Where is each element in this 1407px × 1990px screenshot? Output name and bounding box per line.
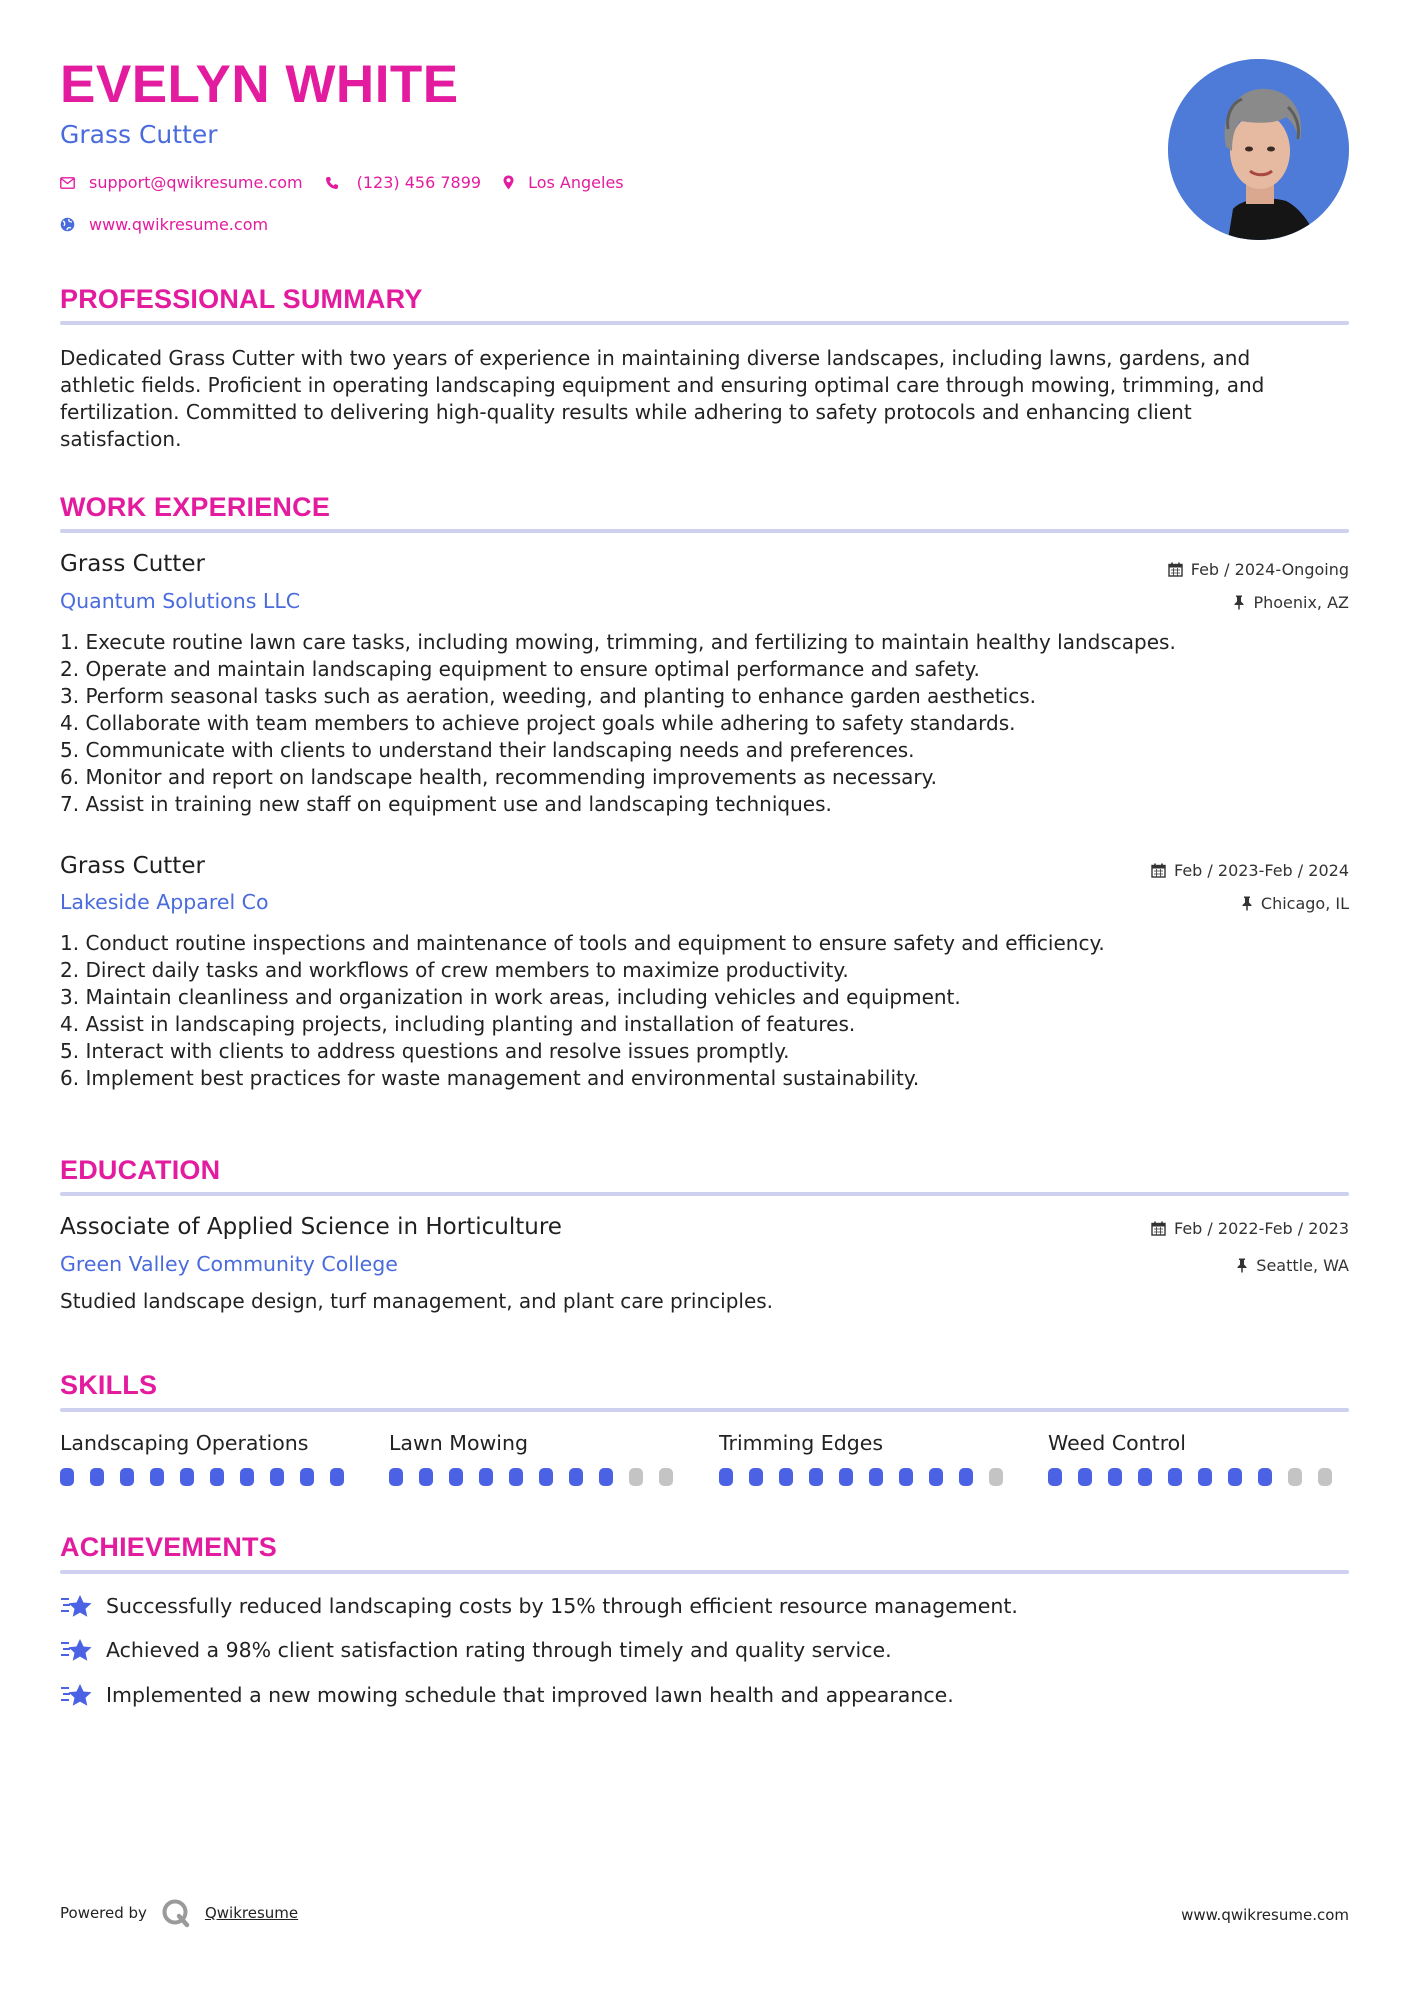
- dates-text: Feb / 2024-Ongoing: [1190, 560, 1349, 579]
- contact-row-website: [60, 215, 290, 234]
- skill-item: [60, 1431, 360, 1486]
- profile-photo: [1168, 59, 1349, 240]
- brand-link[interactable]: Qwikresume: [204, 1904, 299, 1922]
- skill-dot-filled: [1078, 1468, 1092, 1486]
- skill-dot-filled: [539, 1468, 553, 1486]
- list-item: 5. Interact with clients to address questions and resolve issues promptly.: [60, 1039, 790, 1063]
- skill-rating: [1048, 1468, 1348, 1486]
- achievements-heading: ACHIEVEMENTS: [60, 1532, 277, 1562]
- location-text: Chicago, IL: [1260, 894, 1349, 913]
- section-divider: [60, 1408, 1349, 1412]
- achievement-text: Achieved a 98% client satisfaction rating through timely and quality service.: [106, 1638, 892, 1662]
- list-item: 6. Monitor and report on landscape health, recommending improvements as necessary.: [60, 765, 937, 789]
- job-bullets: [60, 629, 1350, 818]
- skill-dot-filled: [1198, 1468, 1212, 1486]
- skill-dot-filled: [509, 1468, 523, 1486]
- skill-dot-empty: [1318, 1468, 1332, 1486]
- skill-dot-filled: [1138, 1468, 1152, 1486]
- phone-text: (123) 456 7899: [356, 173, 482, 192]
- skill-item: [1048, 1431, 1348, 1486]
- footer-website[interactable]: www.qwikresume.com: [1181, 1906, 1349, 1924]
- summary-heading: PROFESSIONAL SUMMARY: [60, 284, 423, 314]
- skill-rating: [389, 1468, 689, 1486]
- job-dates: [1151, 861, 1349, 880]
- list-item: 3. Perform seasonal tasks such as aeration, weeding, and planting to enhance garden aesthetics.: [60, 684, 1036, 708]
- skill-dot-filled: [1168, 1468, 1182, 1486]
- calendar-icon: [1168, 562, 1183, 577]
- education-dates: [1151, 1219, 1349, 1238]
- list-item: 7. Assist in training new staff on equipment use and landscaping techniques.: [60, 792, 832, 816]
- skill-dot-filled: [419, 1468, 433, 1486]
- powered-by-label: Powered by: [60, 1904, 147, 1922]
- skill-name: Lawn Mowing: [389, 1431, 528, 1455]
- skill-dot-filled: [1258, 1468, 1272, 1486]
- location-text: Los Angeles: [528, 173, 624, 192]
- skill-name: Trimming Edges: [719, 1431, 884, 1455]
- list-item: 1. Conduct routine inspections and maintenance of tools and equipment to ensure safety and efficiency.: [60, 931, 1105, 955]
- skill-dot-filled: [809, 1468, 823, 1486]
- job-title: Grass Cutter: [60, 853, 205, 879]
- phone-contact[interactable]: [325, 173, 481, 192]
- school-name: Green Valley Community College: [60, 1252, 398, 1276]
- skill-name: Weed Control: [1048, 1431, 1186, 1455]
- achievement-item: [60, 1636, 892, 1664]
- contact-row: [60, 173, 646, 192]
- skill-dot-filled: [330, 1468, 344, 1486]
- skill-dot-filled: [839, 1468, 853, 1486]
- star-icon: [60, 1592, 94, 1620]
- summary-line: athletic fields. Proficient in operating landscaping equipment and ensuring optimal care through mowing, trimming, and: [60, 373, 1265, 397]
- list-item: 2. Operate and maintain landscaping equipment to ensure optimal performance and safety.: [60, 657, 980, 681]
- job-dates: [1168, 560, 1349, 579]
- list-item: 6. Implement best practices for waste management and environmental sustainability.: [60, 1066, 920, 1090]
- education-description: Studied landscape design, turf management, and plant care principles.: [60, 1289, 774, 1313]
- skill-dot-filled: [899, 1468, 913, 1486]
- list-item: 1. Execute routine lawn care tasks, including mowing, trimming, and fertilizing to maintain healthy landscapes.: [60, 630, 1176, 654]
- list-item: 4. Assist in landscaping projects, including planting and installation of features.: [60, 1012, 856, 1036]
- skill-dot-filled: [210, 1468, 224, 1486]
- skill-dot-filled: [719, 1468, 733, 1486]
- job-location: [1233, 593, 1349, 612]
- section-divider: [60, 1192, 1349, 1196]
- list-item: 3. Maintain cleanliness and organization in work areas, including vehicles and equipment.: [60, 985, 961, 1009]
- skill-dot-filled: [599, 1468, 613, 1486]
- summary-line: satisfaction.: [60, 427, 182, 451]
- job-title: Grass Cutter: [60, 551, 205, 577]
- job-bullets: [60, 930, 1350, 1092]
- calendar-icon: [1151, 863, 1166, 878]
- company-name: Lakeside Apparel Co: [60, 890, 269, 914]
- pushpin-icon: [1236, 1258, 1248, 1273]
- footer-powered-by: [60, 1898, 298, 1928]
- star-icon: [60, 1636, 94, 1664]
- experience-heading: WORK EXPERIENCE: [60, 492, 331, 522]
- summary-line: Dedicated Grass Cutter with two years of experience in maintaining diverse landscapes, including lawns, gardens, and: [60, 346, 1251, 370]
- skill-dot-filled: [749, 1468, 763, 1486]
- achievement-item: [60, 1681, 954, 1709]
- skill-dot-filled: [270, 1468, 284, 1486]
- degree-title: Associate of Applied Science in Horticulture: [60, 1214, 562, 1240]
- globe-icon: [60, 217, 75, 232]
- skill-name: Landscaping Operations: [60, 1431, 309, 1455]
- skill-dot-empty: [629, 1468, 643, 1486]
- skill-dot-empty: [989, 1468, 1003, 1486]
- section-divider: [60, 321, 1349, 325]
- website-contact[interactable]: [60, 215, 268, 234]
- skill-dot-filled: [120, 1468, 134, 1486]
- achievement-text: Implemented a new mowing schedule that improved lawn health and appearance.: [106, 1683, 954, 1707]
- section-divider: [60, 529, 1349, 533]
- skill-dot-filled: [929, 1468, 943, 1486]
- skill-dot-filled: [779, 1468, 793, 1486]
- skill-dot-empty: [1288, 1468, 1302, 1486]
- company-name: Quantum Solutions LLC: [60, 589, 301, 613]
- summary-line: fertilization. Committed to delivering high-quality results while adhering to safety protocols and enhancing client: [60, 400, 1192, 424]
- qwikresume-logo-icon: [161, 1898, 191, 1928]
- pushpin-icon: [1233, 595, 1245, 610]
- skill-rating: [719, 1468, 1019, 1486]
- skill-dot-filled: [60, 1468, 74, 1486]
- email-text: support@qwikresume.com: [89, 173, 303, 192]
- skill-dot-filled: [449, 1468, 463, 1486]
- skill-dot-filled: [389, 1468, 403, 1486]
- skill-dot-filled: [180, 1468, 194, 1486]
- achievement-item: [60, 1592, 1018, 1620]
- skill-dot-filled: [1228, 1468, 1242, 1486]
- calendar-icon: [1151, 1221, 1166, 1236]
- skill-dot-filled: [959, 1468, 973, 1486]
- skill-dot-filled: [300, 1468, 314, 1486]
- education-location: [1236, 1256, 1349, 1275]
- location-text: Phoenix, AZ: [1253, 593, 1349, 612]
- skill-dot-filled: [869, 1468, 883, 1486]
- skill-rating: [60, 1468, 360, 1486]
- skill-item: [389, 1431, 689, 1486]
- list-item: 4. Collaborate with team members to achieve project goals while adhering to safety standards.: [60, 711, 1016, 735]
- skill-dot-empty: [659, 1468, 673, 1486]
- skill-dot-filled: [1048, 1468, 1062, 1486]
- summary-text: [60, 345, 1350, 453]
- website-text: www.qwikresume.com: [89, 215, 269, 234]
- list-item: 5. Communicate with clients to understand their landscaping needs and preferences.: [60, 738, 915, 762]
- map-pin-icon: [503, 175, 514, 190]
- education-heading: EDUCATION: [60, 1155, 221, 1185]
- achievement-text: Successfully reduced landscaping costs by 15% through efficient resource management.: [106, 1594, 1018, 1618]
- skill-dot-filled: [569, 1468, 583, 1486]
- skill-dot-filled: [1108, 1468, 1122, 1486]
- skill-dot-filled: [150, 1468, 164, 1486]
- skill-dot-filled: [240, 1468, 254, 1486]
- pushpin-icon: [1241, 896, 1253, 911]
- skill-dot-filled: [90, 1468, 104, 1486]
- skill-dot-filled: [479, 1468, 493, 1486]
- job-location: [1241, 894, 1349, 913]
- phone-icon: [325, 176, 339, 190]
- email-contact[interactable]: [60, 173, 303, 192]
- section-divider: [60, 1570, 1349, 1574]
- skill-item: [719, 1431, 1019, 1486]
- candidate-name: EVELYN WHITE: [60, 55, 459, 114]
- candidate-title: Grass Cutter: [60, 120, 218, 149]
- location-contact: [503, 173, 624, 192]
- skills-heading: SKILLS: [60, 1370, 158, 1400]
- dates-text: Feb / 2022-Feb / 2023: [1174, 1219, 1349, 1238]
- location-text: Seattle, WA: [1256, 1256, 1349, 1275]
- envelope-icon: [60, 177, 75, 189]
- star-icon: [60, 1681, 94, 1709]
- list-item: 2. Direct daily tasks and workflows of crew members to maximize productivity.: [60, 958, 849, 982]
- dates-text: Feb / 2023-Feb / 2024: [1174, 861, 1349, 880]
